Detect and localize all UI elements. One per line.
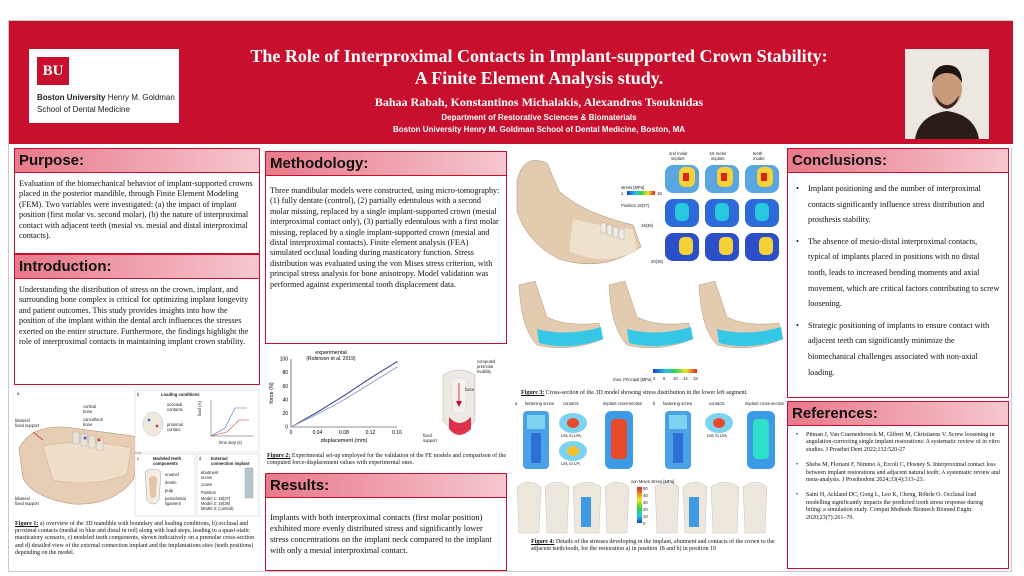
fig3-stress-label: stress [MPa] bbox=[621, 185, 645, 190]
chart-x-tick-label: 0.04 bbox=[312, 430, 323, 436]
figure-3-caption-text: Cross-section of the 3D model showing stress distribution in the lower left segment. bbox=[544, 390, 748, 396]
chart-point bbox=[317, 411, 318, 412]
svg-text:proximal: proximal bbox=[167, 422, 183, 427]
svg-text:enamel: enamel bbox=[165, 472, 179, 477]
fig4-von-mises-label: von Mises stress [MPa] bbox=[631, 479, 675, 484]
chart-x-tick-label: 0 bbox=[289, 430, 293, 436]
fig4-contacts-b: contacts bbox=[709, 401, 725, 406]
svg-text:b: b bbox=[653, 401, 656, 406]
fig4-contacts-a: contacts bbox=[563, 401, 579, 406]
references-heading: References: bbox=[788, 402, 1008, 426]
chart-y-tick-label: 100 bbox=[279, 356, 288, 363]
figure-4-image bbox=[513, 399, 785, 537]
reference-item: • Sheba M, Floriani F, Nimmo A, Ercoli C, Hosney S. Interproximal contact loss between implant restorations and adjacent natural teeth: A systematic review and meta-analysis. J Prosthodont 2024;33(4):313–23. bbox=[794, 462, 1000, 484]
chart-x-tick-label: 0.08 bbox=[339, 430, 349, 436]
chart-y-label: force (N) bbox=[269, 382, 275, 404]
logo-line-2: School of Dental Medicine bbox=[37, 105, 130, 114]
chart-annotation-experimental: experimental bbox=[315, 350, 347, 356]
author-portrait-image bbox=[905, 49, 989, 139]
figure-1-caption bbox=[15, 521, 261, 557]
chart-x-tick-label: 0.12 bbox=[365, 430, 376, 436]
fig3-stress-grid bbox=[665, 165, 779, 261]
figure-2-caption bbox=[267, 453, 507, 467]
svg-text:ligament: ligament bbox=[165, 501, 181, 506]
fig3-stress-max: 18 bbox=[657, 191, 662, 196]
chart-point bbox=[396, 361, 397, 362]
svg-text:support: support bbox=[423, 438, 437, 443]
svg-text:d: d bbox=[199, 456, 202, 461]
fig4-vm-tick-5: 0 bbox=[643, 521, 646, 526]
svg-text:bone: bone bbox=[83, 409, 93, 414]
figure-4-caption-label: Figure 4: bbox=[531, 539, 555, 545]
poster bbox=[8, 20, 1012, 572]
figure-3-caption-label: Figure 3: bbox=[521, 390, 545, 396]
svg-text:components: components bbox=[153, 461, 178, 466]
svg-text:load (N): load (N) bbox=[197, 401, 202, 416]
figure-2 bbox=[265, 345, 509, 449]
fig4-vm-tick-4: 10 bbox=[643, 514, 648, 519]
conclusion-item: • The absence of mesio-distal interproximal contacts, typical of implants placed in positions with no distal tooth, leads to increased bending moments and axial movement, which are critical factors contributing to screw loosening. bbox=[794, 234, 1000, 312]
chart-point bbox=[370, 383, 371, 384]
chart-y-tick-label: 40 bbox=[282, 397, 288, 404]
svg-text:pulp: pulp bbox=[165, 488, 173, 493]
fig2-computed-label: computed premolar mobility bbox=[477, 359, 496, 374]
fig4-vm-tick-3: 20 bbox=[643, 507, 648, 512]
conclusions-list bbox=[788, 173, 1008, 390]
svg-text:External: External bbox=[211, 456, 228, 461]
introduction-section bbox=[14, 254, 260, 385]
chart-point bbox=[343, 399, 344, 400]
svg-text:crown: crown bbox=[201, 482, 213, 487]
svg-text:fixed: fixed bbox=[423, 433, 432, 438]
authors: Bahaa Rabah, Konstantinos Michalakis, Alexandros Tsouknidas bbox=[374, 95, 704, 109]
svg-text:contacts: contacts bbox=[167, 407, 183, 412]
logo-university-name: Boston University bbox=[37, 93, 106, 102]
figure-2-caption-text: Experimental set-up employed for the validation of the FE models and comparison of the computed force-displacement values with experimental ones. bbox=[267, 453, 507, 467]
chart-point bbox=[370, 377, 371, 378]
fig3-position-1837: Position 18(37) bbox=[621, 203, 650, 208]
figure-4-caption bbox=[531, 539, 785, 553]
references-section bbox=[787, 401, 1009, 569]
chart-y-tick-label: 60 bbox=[282, 383, 288, 390]
svg-text:abutment: abutment bbox=[201, 470, 219, 475]
svg-text:a: a bbox=[515, 401, 518, 406]
figure-1-caption-text: a) overview of the 3D mandible with boundary and loading conditions, b) occlusal and proximal contacts (medial in blue and distal in red) along with load steps, leading to a quasi-static masticatory scenario, c) modeled teeth components, shown indicatively on a premolar cross-section and d) detailed view of the external connection implant and the implantations sites (teeth positions) depending on the model. bbox=[15, 521, 255, 556]
chart-point bbox=[317, 413, 318, 414]
fig2-force-label: force bbox=[465, 387, 475, 392]
figure-2-caption-label: Figure 2: bbox=[267, 453, 291, 459]
methodology-text: Three mandibular models were constructed, using micro-tomography: (1) fully dentate (control), (2) partially edentulous with a second molar missing, replaced by a single implant-supported crown (mesial interproximal contact only), (3) partially edentulous with a first molar missing, replaced by a single implant-supported crown (mesial and distal interproximal contacts). Finite element analysis (FEA) simulated occlusal loading during masticatory function. Stress distribution was evaluated using the von Mises stress criterion, with principal stress analysis for bone anisotropy. Model validation was performed against experimental tooth displacement data. bbox=[270, 186, 500, 289]
purpose-text: Evaluation of the biomechanical behavior of implant-supported crowns placed in the posterior mandible, through Finite Element Modeling (FEM). Two variables were investigated: (a) the impact of implant position (first molar vs. second molar), (b) the nature of interproximal contact with adjacent teeth (mesial vs. mesial and distal interproximal contacts). bbox=[19, 179, 253, 241]
fig3-principal-tick-2: 10 bbox=[673, 376, 678, 381]
svg-text:Model 1: 18(37): Model 1: 18(37) bbox=[201, 496, 231, 501]
university-logo bbox=[29, 49, 179, 123]
fig1-label-bilateral-top: bilateral fixed support bbox=[15, 418, 39, 428]
fig3-position-2035: 20(35) bbox=[651, 259, 664, 264]
fig4-vm-tick-2: 30 bbox=[643, 500, 648, 505]
fig3-col-2nd-molar: 2nd molar implant bbox=[669, 151, 688, 161]
purpose-section bbox=[14, 148, 260, 254]
department: Department of Restorative Sciences & Biomaterials bbox=[441, 113, 637, 122]
figure-3-image bbox=[513, 147, 785, 387]
title-line-2: A Finite Element Analysis study. bbox=[414, 68, 664, 88]
results-text: Implants with both interproximal contacts (first molar position) exhibited more evenly distributed stress and significantly lower stress concentrations on the implant neck compared to the implant with only a mesial interproximal contact. bbox=[270, 513, 492, 555]
results-section bbox=[265, 473, 507, 571]
svg-text:cancellous: cancellous bbox=[83, 417, 103, 422]
fig3-col-teeth: teeth model bbox=[753, 151, 765, 161]
fig4-lm-to-lm-b: LM₁ to LM₂ bbox=[707, 433, 728, 438]
chart-annotation-source: (Robinson et al. 2019) bbox=[306, 356, 356, 362]
poster-header bbox=[9, 21, 1013, 147]
svg-text:cortical: cortical bbox=[83, 404, 97, 409]
fig4-vm-tick-1: 40 bbox=[643, 493, 648, 498]
svg-text:Model 2: 19(36): Model 2: 19(36) bbox=[201, 501, 231, 506]
fig4-lm-to-lm: LM₁ to LM₂ bbox=[561, 433, 582, 438]
fig4-implant-cs-a: implant cross-section bbox=[603, 401, 643, 406]
fig1-label-bilateral-bottom: bilateral fixed support bbox=[15, 496, 39, 506]
logo-line-1 bbox=[37, 93, 175, 102]
svg-text:Loading conditions: Loading conditions bbox=[161, 392, 200, 397]
reference-item: • Saini H, Ackland DC, Gong L, Leo K, Cheng, Röhrle O. Occlusal load modelling significantly impacts the predicted tooth stress response during biting: a simulation study. Comput Methods Biomech Biomed Engin. 2020;23(7):261–70. bbox=[794, 492, 1000, 522]
fig3-position-1936: 19(36) bbox=[641, 223, 654, 228]
figure-4 bbox=[513, 399, 785, 537]
figure-1-image bbox=[13, 388, 261, 518]
chart-y-tick-label: 80 bbox=[282, 370, 288, 377]
methodology-section bbox=[265, 151, 507, 344]
fig3-col-1st-molar: 1st molar implant bbox=[709, 151, 727, 161]
figure-3 bbox=[513, 147, 785, 387]
chart-series-line-0 bbox=[291, 362, 397, 427]
figure-1-caption-label: Figure 1: bbox=[15, 521, 39, 527]
figure-1 bbox=[13, 388, 261, 518]
svg-text:periodontal: periodontal bbox=[165, 496, 186, 501]
chart-x-label: displacement (mm) bbox=[320, 438, 368, 444]
conclusions-heading: Conclusions: bbox=[788, 149, 1008, 173]
fig3-stress-min: 2 bbox=[621, 191, 624, 196]
reference-item: • Pitman J, Van Craenenbroeck M, Glibert M, Christiaens V. Screw loosening in angulation-correcting single implant restorations: A systematic review of in vitro studies. J Prosthet Dent 2022;132:520-27 bbox=[794, 432, 1000, 454]
svg-text:a: a bbox=[17, 391, 20, 396]
conclusion-item: • Strategic positioning of implants to ensure contact with adjacent teeth can significantly minimize the biomechanical challenges associated with non-axial loading. bbox=[794, 318, 1000, 380]
fig4-vm-tick-0: 50 bbox=[643, 486, 648, 491]
chart-point bbox=[343, 395, 344, 396]
chart-point bbox=[396, 367, 397, 368]
figure-3-caption bbox=[521, 390, 783, 397]
introduction-text: Understanding the distribution of stress on the crown, implant, and surrounding bone complex is critical for optimizing implant longevity and patient outcomes. This study provides insights into how the position of the implant within the dental arch influences the stresses exerted on the entire structure. Furthermore, the findings highlight the role of interproximal contacts in maintaining implant crown stability. bbox=[19, 285, 249, 347]
fig3-principal-tick-0: 2 bbox=[653, 376, 656, 381]
results-heading: Results: bbox=[266, 474, 506, 498]
svg-text:dentin: dentin bbox=[165, 480, 177, 485]
svg-text:time step (s): time step (s) bbox=[219, 440, 243, 445]
bu-logo-mark: BU bbox=[37, 57, 69, 85]
fig4-lm-to-lp: LM₁ to LP₁ bbox=[561, 461, 581, 466]
fig4-fastening-screw-b: fastening screw bbox=[663, 401, 693, 406]
conclusions-section bbox=[787, 148, 1009, 398]
figure-4-caption-text: Details of the stresses developing in the implant, abutment and contacts of the crown to the adjacent teeth/tooth, for the restoration a) in position 18 and b) in position 19 bbox=[531, 539, 775, 553]
author-photo bbox=[905, 49, 989, 139]
methodology-heading: Methodology: bbox=[266, 152, 506, 176]
fig4-implant-cs-b: implant cross-section bbox=[745, 401, 785, 406]
fig3-principal-tick-1: 6 bbox=[663, 376, 666, 381]
svg-text:Position: Position bbox=[201, 490, 216, 495]
logo-school-name: Henry M. Goldman bbox=[105, 93, 175, 102]
chart-x-tick-label: 0.16 bbox=[392, 430, 402, 436]
svg-text:connection implant: connection implant bbox=[211, 461, 250, 466]
fig3-principal-label: max. Principal [MPa] bbox=[613, 377, 652, 382]
chart-point bbox=[290, 426, 291, 427]
figure-2-premolar-image bbox=[413, 345, 509, 449]
svg-text:occlusal: occlusal bbox=[167, 402, 183, 407]
svg-text:bone: bone bbox=[83, 422, 93, 427]
svg-text:Modeled teeth: Modeled teeth bbox=[153, 456, 182, 461]
force-displacement-chart bbox=[265, 345, 413, 449]
conclusion-item: • Implant positioning and the number of interproximal contacts significantly influence stress distribution and prosthesis stability. bbox=[794, 181, 1000, 228]
fig3-principal-tick-3: 14 bbox=[683, 376, 688, 381]
fig4-fastening-screw-a: fastening screw bbox=[525, 401, 555, 406]
svg-text:Model 3: (control): Model 3: (control) bbox=[201, 506, 234, 511]
svg-text:c: c bbox=[137, 456, 140, 461]
chart-y-tick-label: 0 bbox=[285, 424, 288, 431]
chart-y-tick-label: 20 bbox=[282, 411, 288, 417]
title-line-1: The Role of Interproximal Contacts in Implant-supported Crown Stability: bbox=[250, 46, 828, 66]
svg-text:contact: contact bbox=[167, 427, 181, 432]
purpose-heading: Purpose: bbox=[15, 149, 259, 173]
svg-text:b: b bbox=[137, 392, 140, 397]
introduction-heading: Introduction: bbox=[15, 255, 259, 279]
svg-text:screw: screw bbox=[201, 475, 212, 480]
affiliation: Boston University Henry M. Goldman School of Dental Medicine, Boston, MA bbox=[392, 125, 686, 134]
references-list bbox=[788, 426, 1008, 534]
fig3-principal-tick-4: 18 bbox=[693, 376, 698, 381]
poster-title bbox=[189, 45, 889, 89]
